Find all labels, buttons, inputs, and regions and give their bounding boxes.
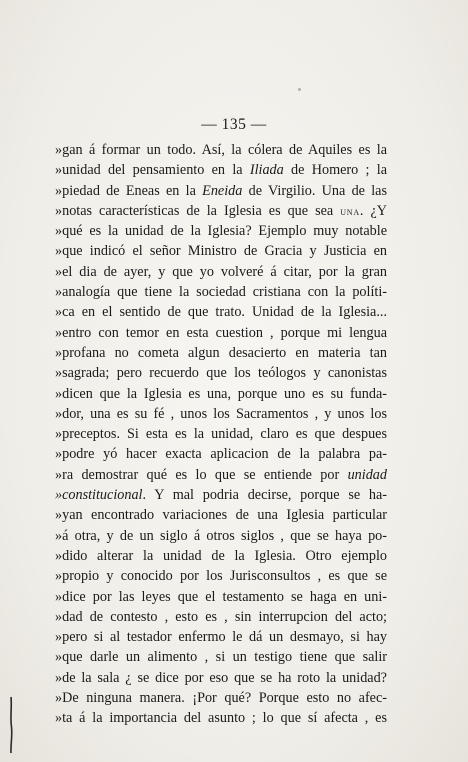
text-line — [55, 668, 387, 688]
paper-speck — [298, 88, 301, 91]
text-segment: »ra demostrar qué es lo que se entiende por — [55, 466, 348, 483]
text-line — [55, 424, 387, 444]
text-line — [55, 465, 387, 485]
text-line — [55, 647, 387, 667]
text-segment: »dice por las leyes que el testamento se haga en uni- — [55, 588, 387, 605]
text-segment: »dad de contesto , esto es , sin interrupcion del acto; — [55, 608, 387, 625]
text-segment: . Y mal podria decirse, porque se ha- — [142, 487, 387, 504]
text-segment: »De ninguna manera. ¡Por qué? Porque esto no afec- — [55, 690, 387, 707]
text-segment: »piedad de Eneas en la — [55, 182, 203, 199]
text-segment: »entro con temor en esta cuestion , porque mi lengua — [55, 324, 387, 341]
body-text — [55, 140, 387, 729]
text-line — [55, 688, 387, 708]
text-segment: de Virgilio. Una de las — [242, 182, 387, 199]
text-segment: »á otra, y de un siglo á otros siglos , que se haya po- — [55, 527, 387, 544]
text-segment: »dido alterar la unidad de la Iglesia. Otro ejemplo — [55, 547, 387, 564]
text-line — [55, 201, 387, 221]
text-line — [55, 363, 387, 383]
italic-text: Eneida — [202, 182, 243, 199]
text-segment: de Homero ; la — [283, 162, 387, 179]
text-segment: »yan encontrado variaciones de una Iglesia particular — [55, 507, 387, 524]
text-segment: »sagrada; pero recuerdo que los teólogos y canonistas — [55, 365, 387, 382]
italic-text: unidad — [347, 466, 387, 483]
margin-ink-mark — [8, 695, 14, 755]
text-line — [55, 343, 387, 363]
text-line — [55, 323, 387, 343]
text-line — [55, 505, 387, 525]
text-line — [55, 302, 387, 322]
text-line — [55, 607, 387, 627]
text-segment: »notas características de la Iglesia es que sea — [55, 202, 341, 219]
text-segment: »que indicó el señor Ministro de Gracia y Justicia en — [55, 243, 387, 260]
text-line — [55, 546, 387, 566]
text-line — [55, 566, 387, 586]
text-line — [55, 384, 387, 404]
text-line — [55, 160, 387, 180]
text-segment: »el dia de ayer, y que yo volveré á citar, por la gran — [55, 263, 387, 280]
text-line — [55, 444, 387, 464]
text-segment: »profana no cometa algun desacierto en materia tan — [55, 344, 387, 361]
text-line — [55, 404, 387, 424]
text-line — [55, 708, 387, 728]
text-segment: »dor, una es su fé , unos los Sacramentos , y unos los — [55, 405, 387, 422]
text-segment: »de la sala ¿ se dice por eso que se ha roto la unidad? — [55, 669, 387, 686]
italic-text: Iliada — [249, 162, 284, 179]
text-segment: »qué es la unidad de la Iglesia? Ejemplo muy notable — [55, 223, 387, 240]
text-line — [55, 181, 387, 201]
text-segment: »dicen que la Iglesia es una, porque uno es su funda- — [55, 385, 387, 402]
text-line — [55, 241, 387, 261]
text-segment: »pero si al testador enfermo le dá un desmayo, si hay — [55, 629, 387, 646]
text-line — [55, 587, 387, 607]
text-line — [55, 627, 387, 647]
text-segment: »analogía que tiene la sociedad cristiana con la políti- — [55, 284, 387, 301]
text-segment: »ca en el sentido de que trato. Unidad de la Iglesia... — [55, 304, 387, 321]
text-line — [55, 485, 387, 505]
small-caps-text: una — [340, 203, 360, 218]
text-segment: »ta á la importancia del asunto ; lo que sí afecta , es — [55, 710, 387, 727]
text-segment: »que darle un alimento , si un testigo tiene que salir — [55, 649, 387, 666]
page-number: — 135 — — [201, 116, 267, 133]
text-segment: »unidad del pensamiento en la — [55, 162, 250, 179]
text-segment: »preceptos. Si esta es la unidad, claro es que despues — [55, 426, 387, 443]
text-line — [55, 262, 387, 282]
text-segment: »gan á formar un todo. Así, la cólera de Aquiles es la — [55, 142, 387, 158]
text-segment: »propio y conocido por los Jurisconsultos , es que se — [55, 568, 387, 585]
text-segment: »podre yó hacer exacta aplicacion de la palabra pa- — [55, 446, 387, 463]
text-line — [55, 140, 387, 160]
text-line — [55, 526, 387, 546]
italic-text: »constitucional — [55, 487, 143, 504]
text-line — [55, 221, 387, 241]
text-segment: . ¿Y — [359, 202, 388, 219]
text-line — [55, 282, 387, 302]
